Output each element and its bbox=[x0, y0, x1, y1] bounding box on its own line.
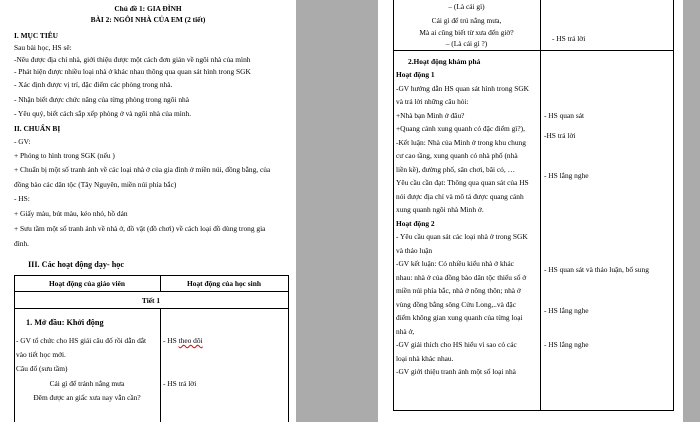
prep-line: đồng bào các dân tộc (Tây Nguyên, miền núi phía bắc) bbox=[14, 180, 177, 189]
hs-response: - HS quan sát bbox=[544, 111, 585, 120]
gv-line: nhà ở, bbox=[396, 327, 415, 336]
gv-line: xung quanh ngôi nhà Minh ở. bbox=[396, 205, 484, 214]
riddle-line: Cái gì để tránh nắng mưa bbox=[49, 379, 125, 388]
activity-heading-explore: 2.Hoạt động khám phá bbox=[408, 57, 481, 66]
hs-response: - HS trả lời bbox=[552, 34, 586, 43]
prep-line: + Phóng to hình trong SGK (nếu ) bbox=[14, 151, 115, 160]
document-page-left bbox=[0, 0, 296, 422]
section-heading-activities: III. Các hoạt động dạy- học bbox=[28, 260, 124, 269]
hs-follow-underlined: theo dõi bbox=[178, 336, 203, 345]
objective-line: - Nhận biết được chức năng của từng phòng trong ngôi nhà bbox=[14, 95, 189, 104]
hs-follow-prefix: - HS bbox=[163, 336, 179, 345]
gv-line: -GV hướng dẫn HS quan sát hình trong SGK bbox=[396, 84, 530, 93]
riddle-line: Đêm được an giấc xưa nay vẫn cần? bbox=[33, 393, 141, 402]
riddle-line: Mà ai cũng biết từ xưa đến giờ? bbox=[419, 28, 514, 37]
riddle-line: Cái gì để trú nắng mưa, bbox=[431, 16, 502, 25]
prep-line: - GV: bbox=[14, 137, 31, 146]
gv-line: -Kết luận: Nhà của Minh ở trong khu chung bbox=[396, 138, 526, 147]
gv-line: và thảo luận bbox=[396, 246, 433, 255]
prep-line: - HS: bbox=[14, 194, 30, 203]
intro-text: Sau bài học, HS sẽ: bbox=[14, 43, 72, 52]
gv-line: miền núi phía bắc, nhà ở nông thôn; nhà ở bbox=[396, 286, 521, 295]
section-heading-objectives: I. MỤC TIÊU bbox=[14, 31, 59, 40]
gv-line: điểm không gian xung quanh của từng loại bbox=[396, 313, 523, 322]
gv-line: và trả lời những câu hỏi: bbox=[396, 97, 469, 106]
lesson-title: BÀI 2: NGÔI NHÀ CỦA EM (2 tiết) bbox=[90, 15, 206, 24]
gv-line: - GV tổ chức cho HS giải câu đố rồi dẫn dắt bbox=[16, 336, 147, 345]
prep-line: đình. bbox=[14, 239, 29, 248]
gv-line: liền kề), đường phố, sân chơi, bãi cỏ, … bbox=[396, 165, 515, 174]
document-page-right bbox=[378, 0, 683, 422]
table-header-student: Hoạt động của học sinh bbox=[187, 279, 261, 288]
gv-line: nói được địa chỉ và mô tả được quang cảnh bbox=[396, 192, 524, 201]
gv-line: Yêu cầu cần đạt: Thông qua quan sát của HS bbox=[396, 178, 529, 187]
hs-response: - HS lắng nghe bbox=[544, 340, 589, 349]
activity-1-heading: Hoạt động 1 bbox=[396, 70, 435, 79]
hs-follow bbox=[163, 336, 203, 345]
gv-line: - Yêu cầu quan sát các loại nhà ở trong SGK bbox=[396, 232, 528, 241]
gv-line: cư cao tầng, xung quanh có nhà phố (nhà bbox=[396, 151, 518, 160]
section-heading-prep: II. CHUẨN BỊ bbox=[14, 124, 61, 133]
gv-line: vào tiết học mới. bbox=[16, 350, 66, 359]
activity-heading: 1. Mở đầu: Khởi động bbox=[26, 318, 104, 327]
objective-line: - Yêu quý, biết cách sắp xếp phòng ở và ngôi nhà của mình. bbox=[14, 109, 192, 118]
gv-line: -GV giới thiệu tranh ảnh một số loại nhà bbox=[396, 367, 516, 376]
objective-line: - Phát hiện được nhiều loại nhà ở khác nhau thông qua quan sát hình trong SGK bbox=[14, 67, 251, 76]
gv-line: Câu đố (sưu tầm) bbox=[16, 364, 68, 373]
objective-line: -Nêu được địa chỉ nhà, giới thiệu được một cách đơn giản về ngôi nhà của mình bbox=[14, 55, 251, 64]
gv-line: +Nhà bạn Minh ở đâu? bbox=[396, 111, 465, 120]
gv-line: +Quang cảnh xung quanh có đặc điểm gì?), bbox=[396, 124, 525, 133]
hs-response: - HS lắng nghe bbox=[544, 171, 589, 180]
prep-line: + Chuẩn bị một số tranh ảnh về các loại nhà ở của gia đình ở miền núi, đồng bằng, của bbox=[14, 165, 271, 174]
session-label: Tiết 1 bbox=[141, 296, 161, 305]
table-header-teacher: Hoạt động của giáo viên bbox=[49, 279, 125, 288]
prep-line: + Giấy màu, bút màu, kéo nhỏ, hồ dán bbox=[14, 209, 128, 218]
gv-line: -GV giải thích cho HS hiểu vì sao có các bbox=[396, 340, 517, 349]
gv-line: -GV kết luận: Có nhiều kiểu nhà ở khác bbox=[396, 259, 514, 268]
hs-answer: - HS trả lời bbox=[163, 379, 197, 388]
gv-line: vùng đồng bằng sông Cửu Long,..và đặc bbox=[396, 300, 516, 309]
hs-response: - HS quan sát và thảo luận, bổ sung bbox=[544, 265, 649, 274]
riddle-line: – (Là cái gì ?) bbox=[445, 39, 488, 48]
gv-line: loại nhà khác nhau. bbox=[396, 354, 454, 363]
topic-title: Chủ đề 1: GIA ĐÌNH bbox=[114, 4, 182, 13]
hs-response: -HS trả lời bbox=[544, 131, 576, 140]
hs-response: - HS lắng nghe bbox=[544, 306, 589, 315]
gv-line: nhau: nhà ở của đồng bào dân tộc thiểu số ở bbox=[396, 273, 527, 282]
activity-2-heading: Hoạt động 2 bbox=[396, 219, 435, 228]
riddle-line: – (Là cái gì) bbox=[448, 2, 485, 11]
objective-line: - Xác định được vị trí, đặc điểm các phòng trong nhà. bbox=[14, 80, 173, 89]
prep-line: + Sưu tầm một số tranh ảnh về nhà ở, đồ vật (đồ chơi) về cách loại đồ dùng trong gia bbox=[14, 224, 266, 233]
